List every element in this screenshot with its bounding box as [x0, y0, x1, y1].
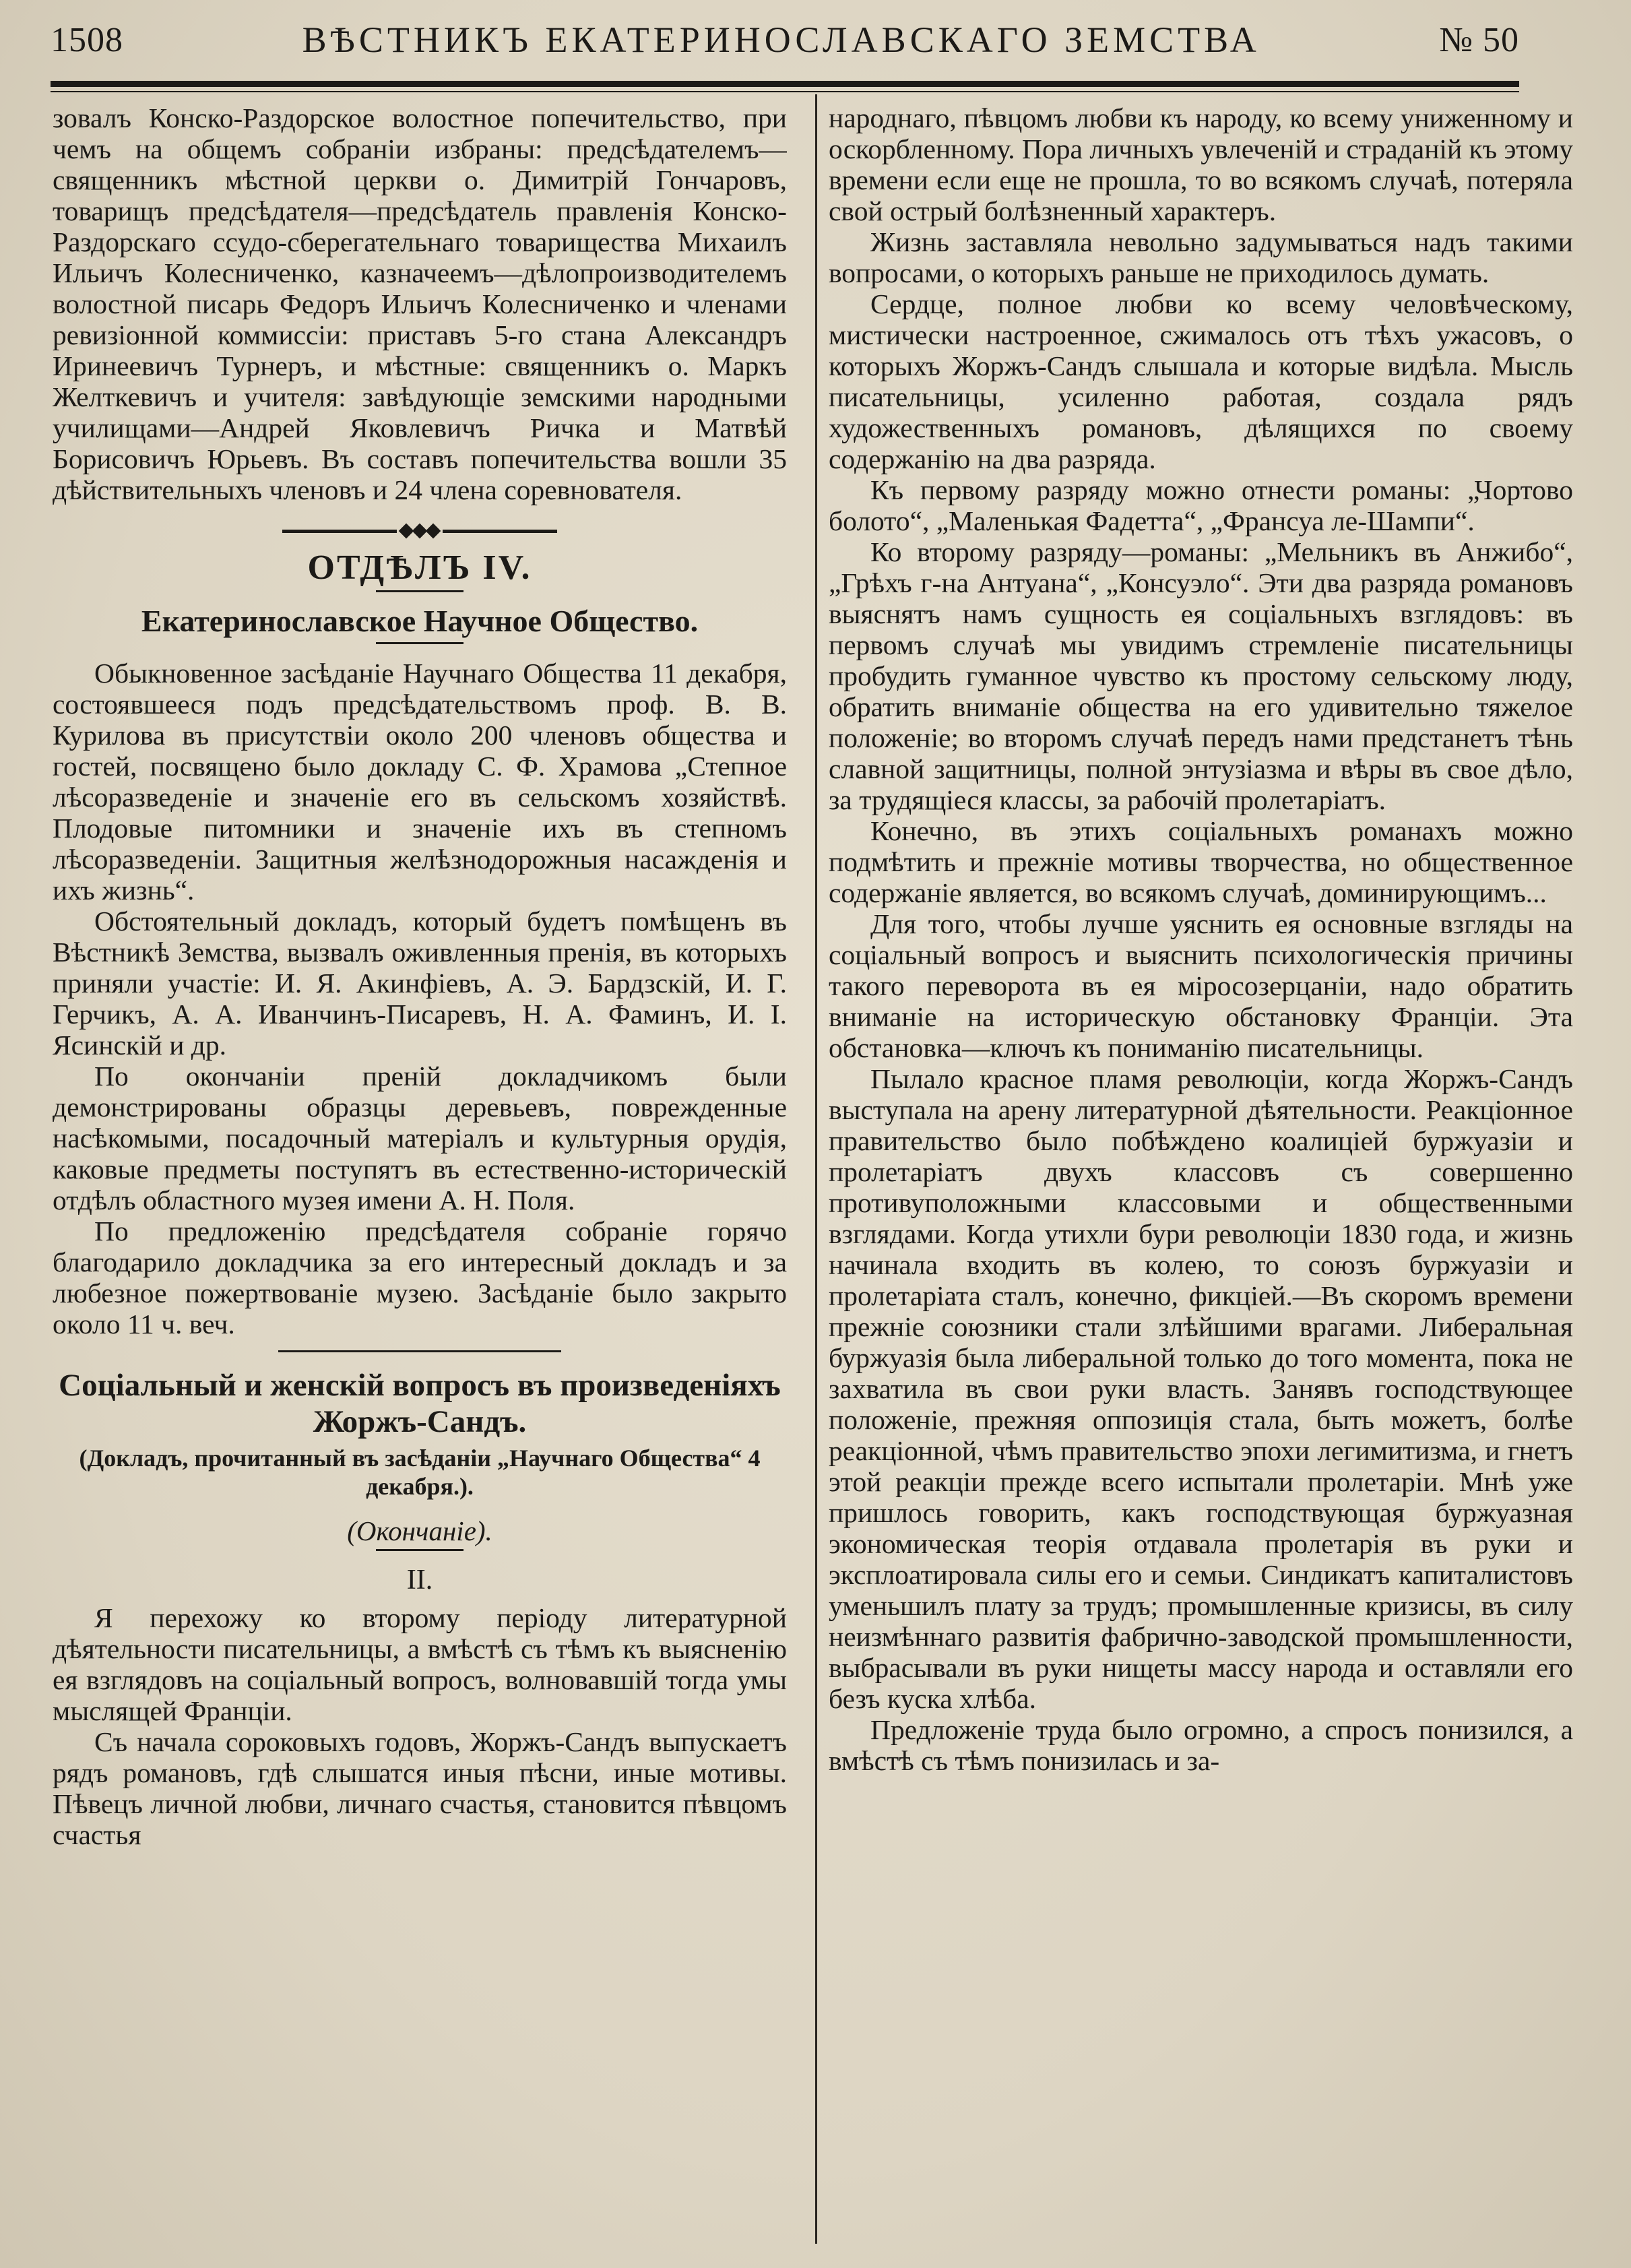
paragraph: Обыкновенное засѣданіе Научнаго Общества 11 декабря, состоявшееся подъ предсѣдательствомъ проф. В. В. Курилова въ присутствіи около 200 членовъ общества и гостей, посвящено было докладу С. Ф. Храмова „Степное лѣсоразведеніе и значеніе его въ сельскомъ хозяйствѣ. Плодовые питомники и значеніе ихъ въ степномъ лѣсоразведеніи. Защитныя желѣзнодорожныя насажденія и ихъ жизнь“. — [53, 658, 787, 906]
paragraph: Съ начала сороковыхъ годовъ, Жоржъ-Сандъ выпускаетъ рядъ романовъ, гдѣ слышатся иныя пѣсни, иные мотивы. Пѣвецъ личной любви, личнаго счастья, становится пѣвцомъ счастья — [53, 1726, 787, 1850]
header-rule-thin — [51, 91, 1519, 92]
heading-rule — [376, 1549, 463, 1551]
paragraph: По окончаніи преній докладчикомъ были демонстрированы образцы деревьевъ, поврежденные насѣкомыми, посадочный матеріалъ и культурныя орудія, каковые предметы поступятъ въ естественно-историческій отдѣлъ областного музея имени А. Н. Поля. — [53, 1061, 787, 1216]
continuation-note: (Окончаніе). — [347, 1515, 492, 1546]
article-separator — [278, 1350, 561, 1352]
publication-title: ВѢСТНИКЪ ЕКАТЕРИНОСЛАВСКАГО ЗЕМСТВА — [302, 20, 1260, 60]
heading-rule — [376, 642, 463, 644]
column-divider — [815, 94, 817, 2244]
article-subtitle: (Докладъ, прочитанный въ засѣданіи „Научнаго Общества“ 4 декабря.). — [79, 1445, 761, 1500]
paragraph: Сердце, полное любви ко всему человѣческому, мистически настроенное, сжималось отъ тѣхъ ужасовъ, о которыхъ Жоржъ-Сандъ слышала и которые видѣла. Мысль писательницы, усиленно работая, создала рядъ художественныхъ романовъ, дѣлящихся по своему содержанію на два разряда. — [829, 288, 1573, 474]
header-rule-thick — [51, 81, 1519, 87]
paragraph: Пылало красное пламя революціи, когда Жоржъ-Сандъ выступала на арену литературной дѣятельности. Реакціонное правительство было побѣждено коалиціей буржуазіи и пролетаріатъ двухъ классовъ съ совершенно противуположными классовыми и общественными взглядами. Когда утихли бури революціи 1830 года, и жизнь начинала входить въ колею, то союзъ буржуазіи и пролетаріата сталъ, конечно, фикціей.—Въ скоромъ времени прежніе союзники стали злѣйшими врагами. Либеральная буржуазія была либеральной только до того момента, пока не захватила въ свои руки власть. Занявъ господствующее положеніе, прежняя оппозиція стала, быть можетъ, болѣе реакціонной, чѣмъ правительство эпохи легимитизма, и гнетъ этой реакціи прежде всего испытали пролетаріи. Мнѣ уже пришлось говорить, какъ господствующая буржуазная экономическая теорія отдавала пролетарія въ руки и эксплоатировала силы его и семьи. Синдикатъ капиталистовъ уменьшилъ плату за трудъ; промышленные кризисы, въ силу неизмѣннаго развитія фабрично-заводской промышленности, выбрасывали въ руки нищеты массу народа и оставляли его безъ куска хлѣба. — [829, 1063, 1573, 1714]
paragraph: Обстоятельный докладъ, который будетъ помѣщенъ въ Вѣстникѣ Земства, вызвалъ оживленныя пренія, въ которыхъ приняли участіе: И. Я. Акинфіевъ, А. Э. Бардзскій, И. Г. Герчикъ, А. А. Иванчинъ-Писаревъ, Н. А. Фаминъ, И. I. Ясинскій и др. — [53, 906, 787, 1061]
paragraph: Предложеніе труда было огромно, а спросъ понизился, а вмѣстѣ съ тѣмъ понизилась и за- — [829, 1714, 1573, 1776]
article-title-line: Соціальный и женскій вопросъ въ произведеніяхъ — [59, 1368, 781, 1403]
part-number: II. — [406, 1565, 433, 1596]
paragraph: Я перехожу ко второму періоду литературной дѣятельности писательницы, а вмѣстѣ съ тѣмъ къ выясненію ея взглядовъ на соціальный вопросъ, волновавшій тогда умы мыслящей Франціи. — [53, 1602, 787, 1726]
paragraph: народнаго, пѣвцомъ любви къ народу, ко всему униженному и оскорбленному. Пора личныхъ увлеченій и страданій къ этому времени если еще не прошла, то во всякомъ случаѣ, потеряла свой острый болѣзненный характеръ. — [829, 102, 1573, 226]
society-title: Екатеринославское Научное Общество. — [141, 604, 699, 638]
paragraph: Для того, чтобы лучше уяснить ея основные взгляды на соціальный вопросъ и выяснить психологическія причины такого переворота въ ея міросозерцаніи, надо обратить вниманіе на историческую обстановку Франціи. Эта обстановка—ключъ къ пониманію писательницы. — [829, 908, 1573, 1063]
paragraph: Ко второму разряду—романы: „Мельникъ въ Анжибо“, „Грѣхъ г-на Антуана“, „Консуэло“. Эти два разряда романовъ выяснятъ намъ сущность ея соціальныхъ взглядовъ: въ первомъ случаѣ мы увидимъ стремленіе писательницы пробудить гуманное чувство къ простому сельскому люду, обратить вниманіе общества на его удивительно тяжелое положеніе; во второмъ случаѣ передъ нами предстанетъ тѣнь славной защитницы, полной энтузіазма и вѣры въ свое дѣло, за трудящіеся классы, за рабочій пролетаріатъ. — [829, 536, 1573, 815]
paragraph: Жизнь заставляла невольно задумываться надъ такими вопросами, о которыхъ раньше не приходилось думать. — [829, 226, 1573, 288]
paragraph: Конечно, въ этихъ соціальныхъ романахъ можно подмѣтить и прежніе мотивы творчества, но общественное содержаніе является, во всякомъ случаѣ, доминирующимъ... — [829, 815, 1573, 908]
paragraph: По предложенію предсѣдателя собраніе горячо благодарило докладчика за его интересный докладъ и за любезное пожертвованіе музею. Засѣданіе было закрыто около 11 ч. веч. — [53, 1216, 787, 1340]
section-heading: ОТДѢЛЪ IV. — [307, 548, 532, 587]
heading-rule — [376, 590, 463, 592]
paragraph: зовалъ Конско-Раздорское волостное попечительство, при чемъ на общемъ собраніи избраны: предсѣдателемъ—священникъ мѣстной церкви о. Димитрій Гончаровъ, товарищъ предсѣдателя—предсѣдатель правленія Конско-Раздорскаго ссудо-сберегательнаго товарищества Михаилъ Ильичъ Колесниченко, казначеемъ—дѣлопроизводителемъ волостной писарь Федоръ Ильичъ Колесниченко и членами ревизіонной коммиссіи: приставъ 5-го стана Александръ Иринеевичъ Турнеръ, и мѣстные: священникъ о. Маркъ Желткевичъ и учителя: завѣдующіе земскими народными училищами—Андрей Яковлевичъ Ричка и Матвѣй Борисовичъ Юрьевъ. Въ составъ попечительства вошли 35 дѣйствительныхъ членовъ и 24 члена соревнователя. — [53, 102, 787, 505]
right-column — [829, 102, 1573, 2252]
ornament-divider — [53, 526, 787, 536]
issue-number: № 50 — [1439, 20, 1519, 59]
page-number: 1508 — [51, 20, 123, 59]
page-header — [51, 0, 1519, 80]
article-title — [53, 1367, 787, 1440]
left-column — [53, 102, 787, 2252]
article-title-line: Жоржъ-Сандъ. — [313, 1404, 527, 1439]
paragraph: Къ первому разряду можно отнести романы: „Чортово болото“, „Маленькая Фадетта“, „Франсуа ле-Шампи“. — [829, 474, 1573, 536]
